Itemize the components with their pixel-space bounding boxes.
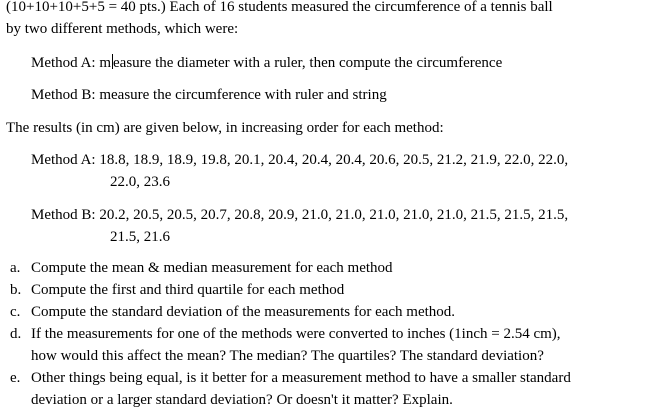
method-b-description: Method B: measure the circumference with ruler and string bbox=[31, 87, 387, 103]
question-b-text: Compute the first and third quartile for each method bbox=[31, 282, 345, 298]
question-b-marker: b. bbox=[10, 282, 22, 298]
method-a-text-end: easure the diameter with a ruler, then compute the circumference bbox=[113, 55, 503, 71]
question-e-text-line-2: deviation or a larger standard deviation? Or doesn't it matter? Explain. bbox=[31, 392, 453, 408]
question-c-text: Compute the standard deviation of the measurements for each method. bbox=[31, 304, 456, 320]
method-a-data-line-1: Method A: 18.8, 18.9, 18.9, 19.8, 20.1, 20.4, 20.4, 20.4, 20.6, 20.5, 21.2, 21.9, 22.0, 22.0, bbox=[31, 152, 569, 168]
question-e-text-line-1: Other things being equal, is it better for a measurement method to have a smaller standard bbox=[31, 370, 571, 386]
intro-line-1: (10+10+10+5+5 = 40 pts.) Each of 16 students measured the circumference of a tennis ball bbox=[6, 0, 553, 15]
method-a-text-start: Method A: m bbox=[31, 55, 112, 71]
results-intro: The results (in cm) are given below, in increasing order for each method: bbox=[6, 120, 444, 136]
intro-line-2: by two different methods, which were: bbox=[6, 21, 239, 37]
question-d-text-line-2: how would this affect the mean? The median? The quartiles? The standard deviation? bbox=[31, 348, 544, 364]
method-b-data-line-1: Method B: 20.2, 20.5, 20.5, 20.7, 20.8, 20.9, 21.0, 21.0, 21.0, 21.0, 21.0, 21.5, 21.5, 21.5, bbox=[31, 207, 569, 223]
question-a-marker: a. bbox=[10, 260, 21, 276]
question-d-text-line-1: If the measurements for one of the methods were converted to inches (1inch = 2.54 cm), bbox=[31, 326, 561, 342]
method-a-description[interactable] bbox=[31, 54, 502, 73]
question-d-marker: d. bbox=[10, 326, 22, 342]
question-c-marker: c. bbox=[10, 304, 21, 320]
question-e-marker: e. bbox=[10, 370, 21, 386]
method-b-data-line-2: 21.5, 21.6 bbox=[110, 229, 170, 245]
question-a-text: Compute the mean & median measurement for each method bbox=[31, 260, 393, 276]
method-a-data-line-2: 22.0, 23.6 bbox=[110, 174, 170, 190]
